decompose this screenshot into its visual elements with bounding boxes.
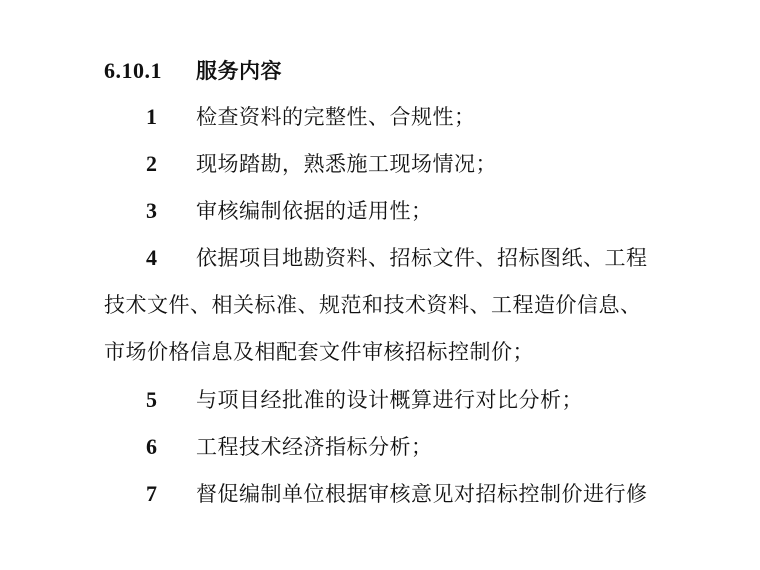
item-text-continued: 市场价格信息及相配套文件审核招标控制价；	[104, 340, 534, 364]
item-text: 检查资料的完整性、合规性；	[196, 105, 476, 129]
item-number: 6	[146, 434, 158, 459]
section-number: 6.10.1	[104, 58, 162, 83]
item-text: 审核编制依据的适用性；	[196, 199, 433, 223]
item-text: 依据项目地勘资料、招标文件、招标图纸、工程	[196, 246, 648, 270]
item-number: 3	[146, 198, 158, 223]
item-text: 督促编制单位根据审核意见对招标控制价进行修	[196, 482, 648, 506]
item-text: 与项目经批准的设计概算进行对比分析；	[196, 388, 583, 412]
item-text-continued: 技术文件、相关标准、规范和技术资料、工程造价信息、	[104, 293, 642, 317]
item-number: 5	[146, 387, 158, 412]
section-title: 服务内容	[196, 58, 282, 83]
item-number: 1	[146, 104, 158, 129]
item-text: 工程技术经济指标分析；	[196, 435, 433, 459]
item-text: 现场踏勘，熟悉施工现场情况；	[196, 152, 497, 176]
item-number: 4	[146, 245, 158, 270]
item-number: 2	[146, 151, 158, 176]
item-number: 7	[146, 481, 158, 506]
